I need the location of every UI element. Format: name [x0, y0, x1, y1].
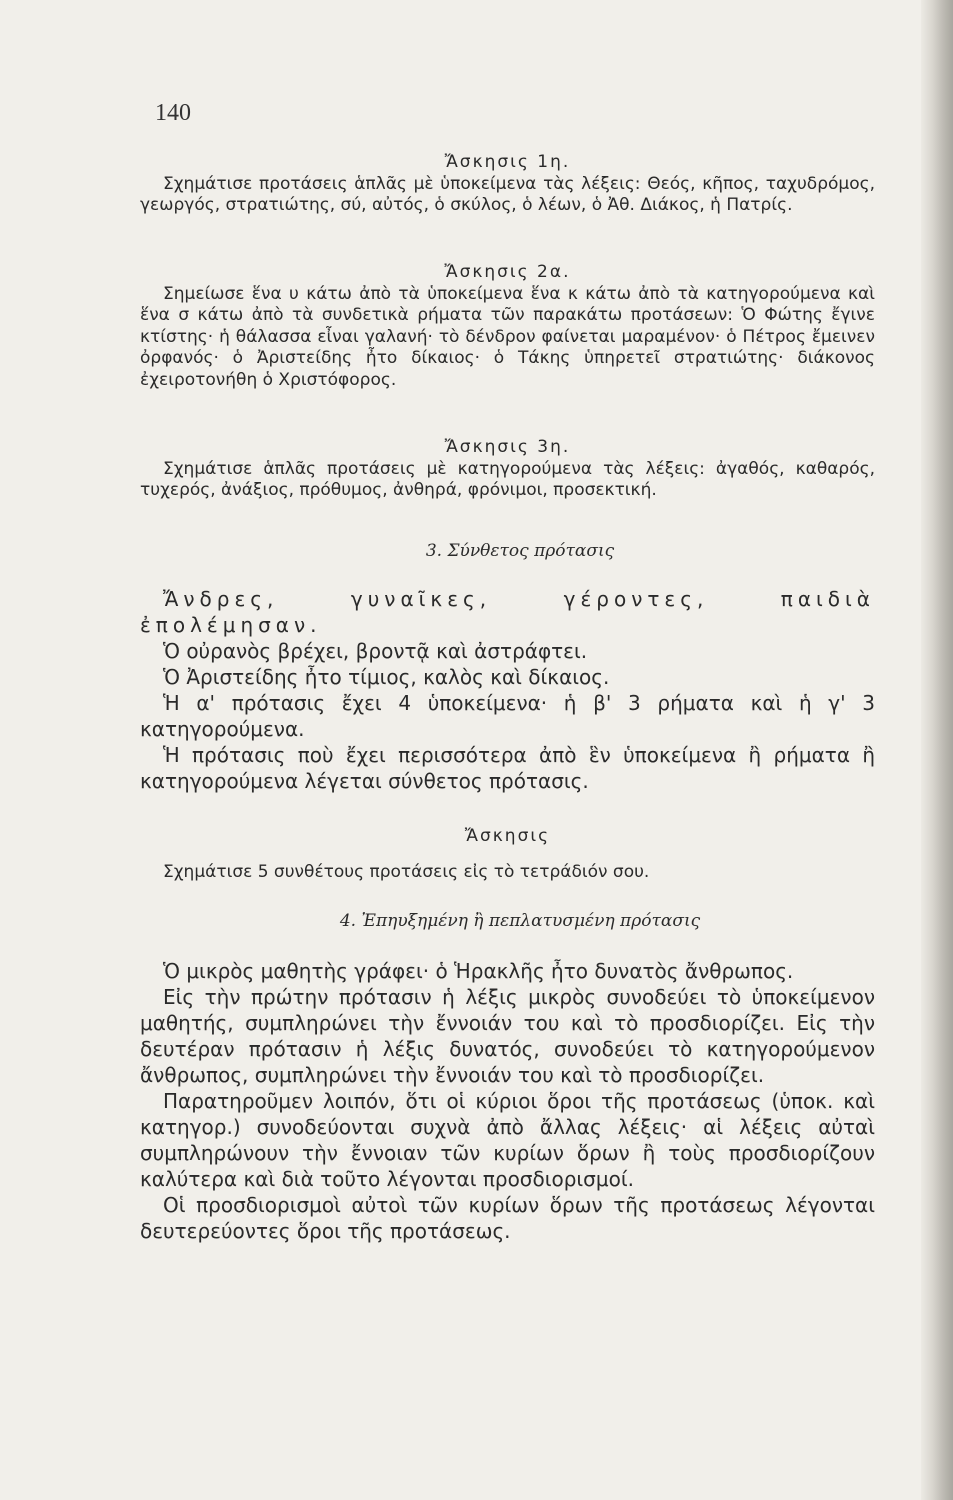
exercise-1 — [140, 152, 875, 217]
section-3 — [140, 538, 875, 794]
section-4-paragraph: Παρατηροῦμεν λοιπόν, ὅτι οἱ κύριοι ὅροι τῆς προτάσεως (ὑποκ. καὶ κατηγορ.) συνοδεύονται συχνὰ ἀπὸ ἄλλας λέξεις· αἱ λέξεις αὐταὶ συμπληρώνουν τὴν ἔννοιαν τῶν κυρίων ὅρων ἢ τοὺς προσδιορίζουν καλύτερα καὶ διὰ τοῦτο λέγονται προσδιορισμοί. — [140, 1089, 875, 1191]
section-3-exercise-text: Σχημάτισε 5 συνθέτους προτάσεις εἰς τὸ τετράδιόν σου. — [163, 861, 650, 882]
section-4-paragraph: Οἱ προσδιορισμοὶ αὐτοὶ τῶν κυρίων ὅρων τῆς προτάσεως λέγονται δευτερεύοντες ὅροι τῆς προτάσεως. — [140, 1193, 875, 1243]
section-4 — [140, 908, 875, 1244]
exercise-1-text: Σχημάτισε προτάσεις ἁπλᾶς μὲ ὑποκείμενα τὰς λέξεις: Θεός, κῆπος, ταχυδρόμος, γεωργός, στρατιώτης, σύ, αὐτός, ὁ σκύλος, ὁ λέων, ὁ Ἀθ. Διάκος, ἡ Πατρίς. — [140, 173, 875, 215]
section-3-line: Ὁ οὐρανὸς βρέχει, βροντᾷ καὶ ἀστράφτει. — [163, 639, 588, 663]
exercise-1-heading: Ἄσκησις 1η. — [444, 152, 571, 172]
exercise-3-heading: Ἄσκησις 3η. — [444, 437, 571, 457]
exercise-3 — [140, 437, 875, 502]
section-3-line: Ὁ Ἀριστείδης ἦτο τίμιος, καλὸς καὶ δίκαιος. — [163, 665, 610, 689]
section-3-line: Ἡ πρότασις ποὺ ἔχει περισσότερα ἀπὸ ἓν ὑποκείμενα ἢ ρήματα ἢ κατηγορούμενα λέγεται σύνθετος πρότασις. — [140, 743, 875, 793]
exercise-2 — [140, 262, 875, 391]
exercise-3-text: Σχημάτισε ἁπλᾶς προτάσεις μὲ κατηγορούμενα τὰς λέξεις: ἀγαθός, καθαρός, τυχερός, ἀνάξιος, πρόθυμος, ἀνθηρά, φρόνιμοι, προσεκτική. — [140, 458, 875, 500]
section-3-exercise — [140, 826, 875, 883]
section-4-paragraph: Εἰς τὴν πρώτην πρότασιν ἡ λέξις μικρὸς συνοδεύει τὸ ὑποκείμενον μαθητής, συμπληρώνει τὴν ἔννοιάν του καὶ τὸ προσδιορίζει. Εἰς τὴν δευτέραν πρότασιν ἡ λέξις δυνατός, συνοδεύει τὸ κατηγορούμενον ἄνθρωπος, συμπληρώνει τὴν ἔννοιάν του καὶ τὸ προσδιορίζει. — [140, 985, 875, 1087]
section-3-exercise-heading: Ἄσκησις — [464, 826, 551, 846]
page-number: 140 — [155, 100, 191, 126]
exercise-2-heading: Ἄσκησις 2α. — [444, 262, 571, 282]
section-4-title: 4. Ἐπηυξημένη ἢ πεπλατυσμένη πρότασις — [339, 911, 701, 931]
section-3-title: 3. Σύνθετος πρότασις — [425, 541, 615, 561]
section-4-paragraph: Ὁ μικρὸς μαθητὴς γράφει· ὁ Ἡρακλῆς ἦτο δυνατὸς ἄνθρωπος. — [163, 959, 794, 983]
book-spine-shadow — [921, 0, 953, 1500]
exercise-2-text: Σημείωσε ἕνα υ κάτω ἀπὸ τὰ ὑποκείμενα ἕνα κ κάτω ἀπὸ τὰ κατηγορούμενα καὶ ἕνα σ κάτω ἀπὸ τὰ συνδετικὰ ρήματα τῶν παρακάτω προτάσεων: Ὁ Φώτης ἔγινε κτίστης· ἡ θάλασσα εἶναι γαλανή· τὸ δένδρον φαίνεται μαραμένον· ὁ Πέτρος ἔμεινεν ὀρφανός· ὁ Ἀριστείδης ἦτο δίκαιος· ὁ Τάκης ὑπηρετεῖ στρατιώτης· διάκονος ἐχειροτονήθη ὁ Χριστόφορος. — [140, 283, 875, 390]
section-3-line: Ἡ α' πρότασις ἔχει 4 ὑποκείμενα· ἡ β' 3 ρήματα καὶ ἡ γ' 3 κατηγορούμενα. — [140, 691, 875, 741]
section-3-line: Ἄνδρες, γυναῖκες, γέροντες, παιδιὰ ἐπολέμησαν. — [140, 587, 875, 637]
